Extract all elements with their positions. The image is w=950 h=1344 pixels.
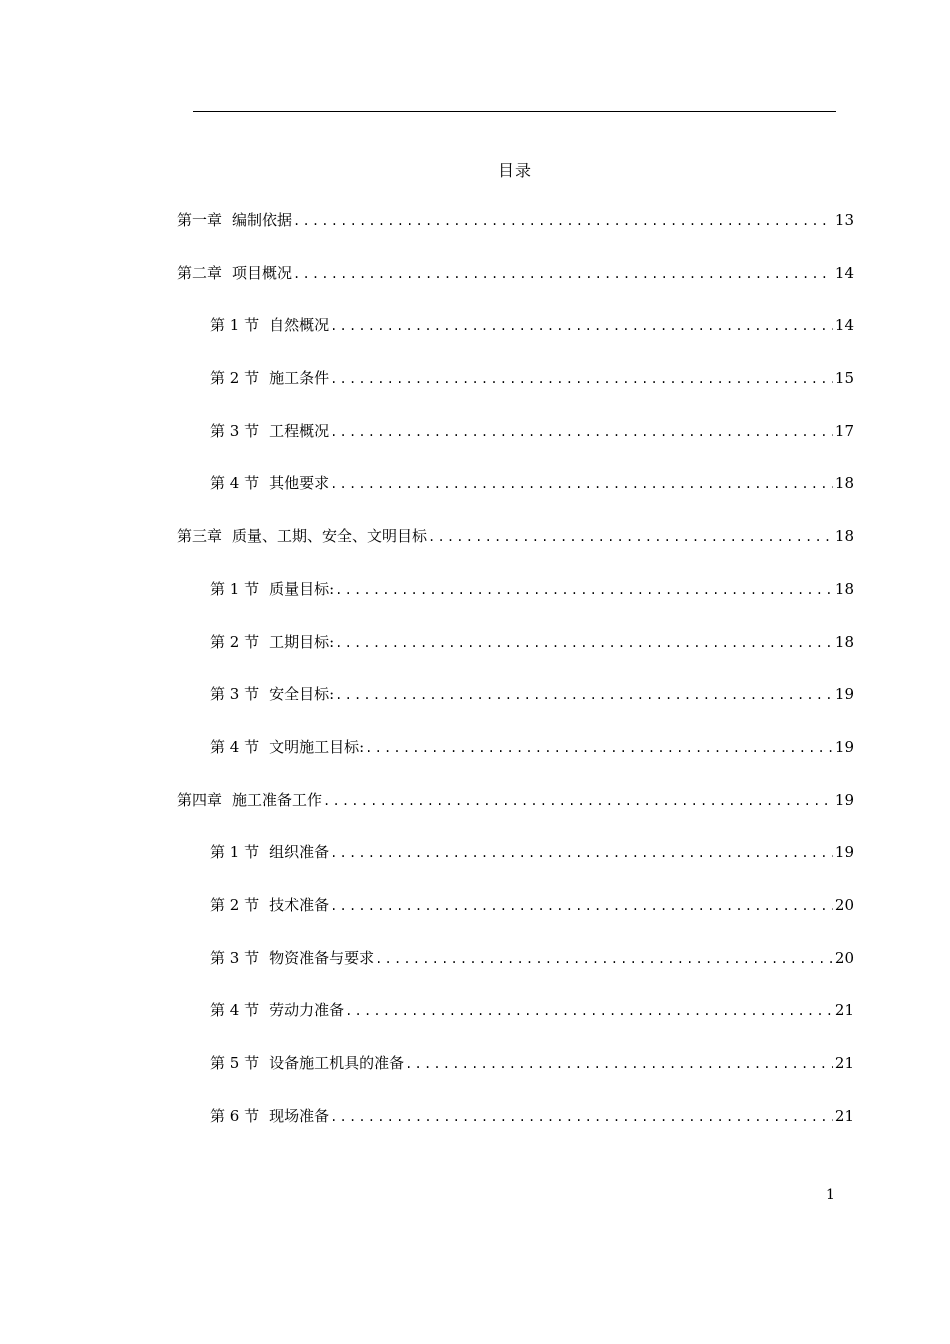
toc-entry-label: 物资准备与要求	[269, 948, 375, 967]
toc-dot-leader	[330, 477, 833, 491]
toc-entry-label: 质量目标:	[269, 579, 335, 598]
toc-dot-leader	[330, 372, 833, 386]
toc-entry-number: 第 5 节	[210, 1054, 260, 1072]
toc-dot-leader	[335, 688, 833, 702]
toc-entry-number: 第 2 节	[210, 632, 260, 651]
toc-entry-page: 14	[834, 316, 854, 335]
toc-entry-label: 编制依据	[232, 211, 293, 229]
toc-entry-number: 第 1 节	[210, 843, 260, 862]
toc-section-entry[interactable]	[177, 894, 854, 947]
toc-entry-label: 现场准备	[269, 1106, 330, 1125]
toc-entry-label: 组织准备	[269, 843, 330, 862]
toc-section-entry[interactable]	[177, 631, 854, 684]
toc-dot-leader	[335, 583, 833, 597]
toc-entry-number: 第 4 节	[210, 737, 260, 756]
toc-entry-label: 技术准备	[269, 895, 330, 914]
toc-entry-page: 21	[834, 1106, 854, 1125]
toc-dot-leader	[330, 899, 833, 913]
toc-entry-page: 17	[834, 421, 854, 440]
toc-section-entry[interactable]	[177, 367, 854, 420]
toc-entry-number: 第一章	[177, 211, 223, 229]
toc-entry-label: 安全目标:	[269, 685, 335, 704]
toc-entry-label: 其他要求	[269, 474, 330, 493]
toc-section-entry[interactable]	[177, 420, 854, 473]
toc-section-entry[interactable]	[177, 472, 854, 525]
toc-entry-number: 第 6 节	[210, 1106, 260, 1125]
toc-dot-leader	[335, 636, 833, 650]
toc-dot-leader	[330, 1110, 833, 1124]
toc-dot-leader	[293, 267, 833, 281]
toc-entry-number: 第三章	[177, 527, 223, 546]
toc-entry-number: 第 4 节	[210, 1001, 260, 1020]
toc-entry-page: 19	[834, 790, 854, 809]
toc-entry-label: 工期目标:	[269, 632, 335, 651]
toc-chapter-entry[interactable]	[177, 525, 854, 578]
toc-section-entry[interactable]	[177, 1052, 854, 1105]
toc-entry-number: 第二章	[177, 263, 223, 282]
toc-dot-leader	[330, 425, 833, 439]
toc-entry-page: 19	[834, 737, 854, 756]
toc-dot-leader	[330, 846, 833, 860]
toc-entry-label: 自然概况	[269, 316, 330, 335]
toc-entry-number: 第四章	[177, 790, 223, 809]
header-rule	[193, 111, 836, 112]
toc-entry-number: 第 2 节	[210, 369, 260, 388]
table-of-contents	[177, 209, 854, 1157]
toc-entry-label: 设备施工机具的准备	[269, 1054, 405, 1072]
toc-entry-page: 15	[834, 369, 854, 388]
toc-entry-label: 施工条件	[269, 369, 330, 388]
toc-entry-page: 21	[834, 1001, 854, 1020]
toc-section-entry[interactable]	[177, 578, 854, 631]
toc-entry-number: 第 3 节	[210, 948, 260, 967]
toc-title: 目录	[497, 161, 532, 180]
toc-entry-number: 第 1 节	[210, 316, 260, 335]
toc-entry-number: 第 1 节	[210, 579, 260, 598]
toc-entry-page: 20	[834, 948, 854, 967]
toc-section-entry[interactable]	[177, 314, 854, 367]
toc-entry-label: 工程概况	[269, 421, 330, 440]
toc-section-entry[interactable]	[177, 947, 854, 1000]
toc-entry-page: 19	[834, 843, 854, 862]
toc-entry-page: 18	[834, 632, 854, 651]
toc-dot-leader	[293, 214, 833, 228]
toc-dot-leader	[345, 1004, 833, 1018]
toc-entry-page: 13	[834, 211, 854, 229]
toc-entry-label: 项目概况	[232, 263, 293, 282]
toc-entry-number: 第 4 节	[210, 474, 260, 493]
toc-entry-label: 施工准备工作	[232, 790, 323, 809]
toc-chapter-entry[interactable]	[177, 209, 854, 262]
page-number: 1	[826, 1187, 835, 1203]
toc-entry-label: 劳动力准备	[269, 1001, 345, 1020]
toc-entry-page: 19	[834, 685, 854, 704]
toc-chapter-entry[interactable]	[177, 789, 854, 842]
toc-entry-page: 21	[834, 1054, 854, 1072]
toc-dot-leader	[375, 952, 833, 966]
toc-dot-leader	[330, 319, 833, 333]
toc-section-entry[interactable]	[177, 736, 854, 789]
toc-chapter-entry[interactable]	[177, 262, 854, 315]
toc-entry-page: 20	[834, 895, 854, 914]
toc-entry-page: 18	[834, 527, 854, 546]
toc-entry-label: 质量、工期、安全、文明目标	[232, 527, 428, 546]
toc-section-entry[interactable]	[177, 999, 854, 1052]
toc-entry-number: 第 2 节	[210, 895, 260, 914]
toc-dot-leader	[428, 530, 833, 544]
toc-entry-page: 18	[834, 579, 854, 598]
toc-section-entry[interactable]	[177, 841, 854, 894]
toc-dot-leader	[323, 794, 833, 808]
toc-entry-label: 文明施工目标:	[269, 737, 365, 756]
toc-entry-page: 14	[834, 263, 854, 282]
toc-section-entry[interactable]	[177, 1105, 854, 1158]
toc-entry-page: 18	[834, 474, 854, 493]
toc-entry-number: 第 3 节	[210, 685, 260, 704]
toc-dot-leader	[405, 1057, 833, 1071]
toc-dot-leader	[365, 741, 833, 755]
toc-section-entry[interactable]	[177, 683, 854, 736]
toc-entry-number: 第 3 节	[210, 421, 260, 440]
